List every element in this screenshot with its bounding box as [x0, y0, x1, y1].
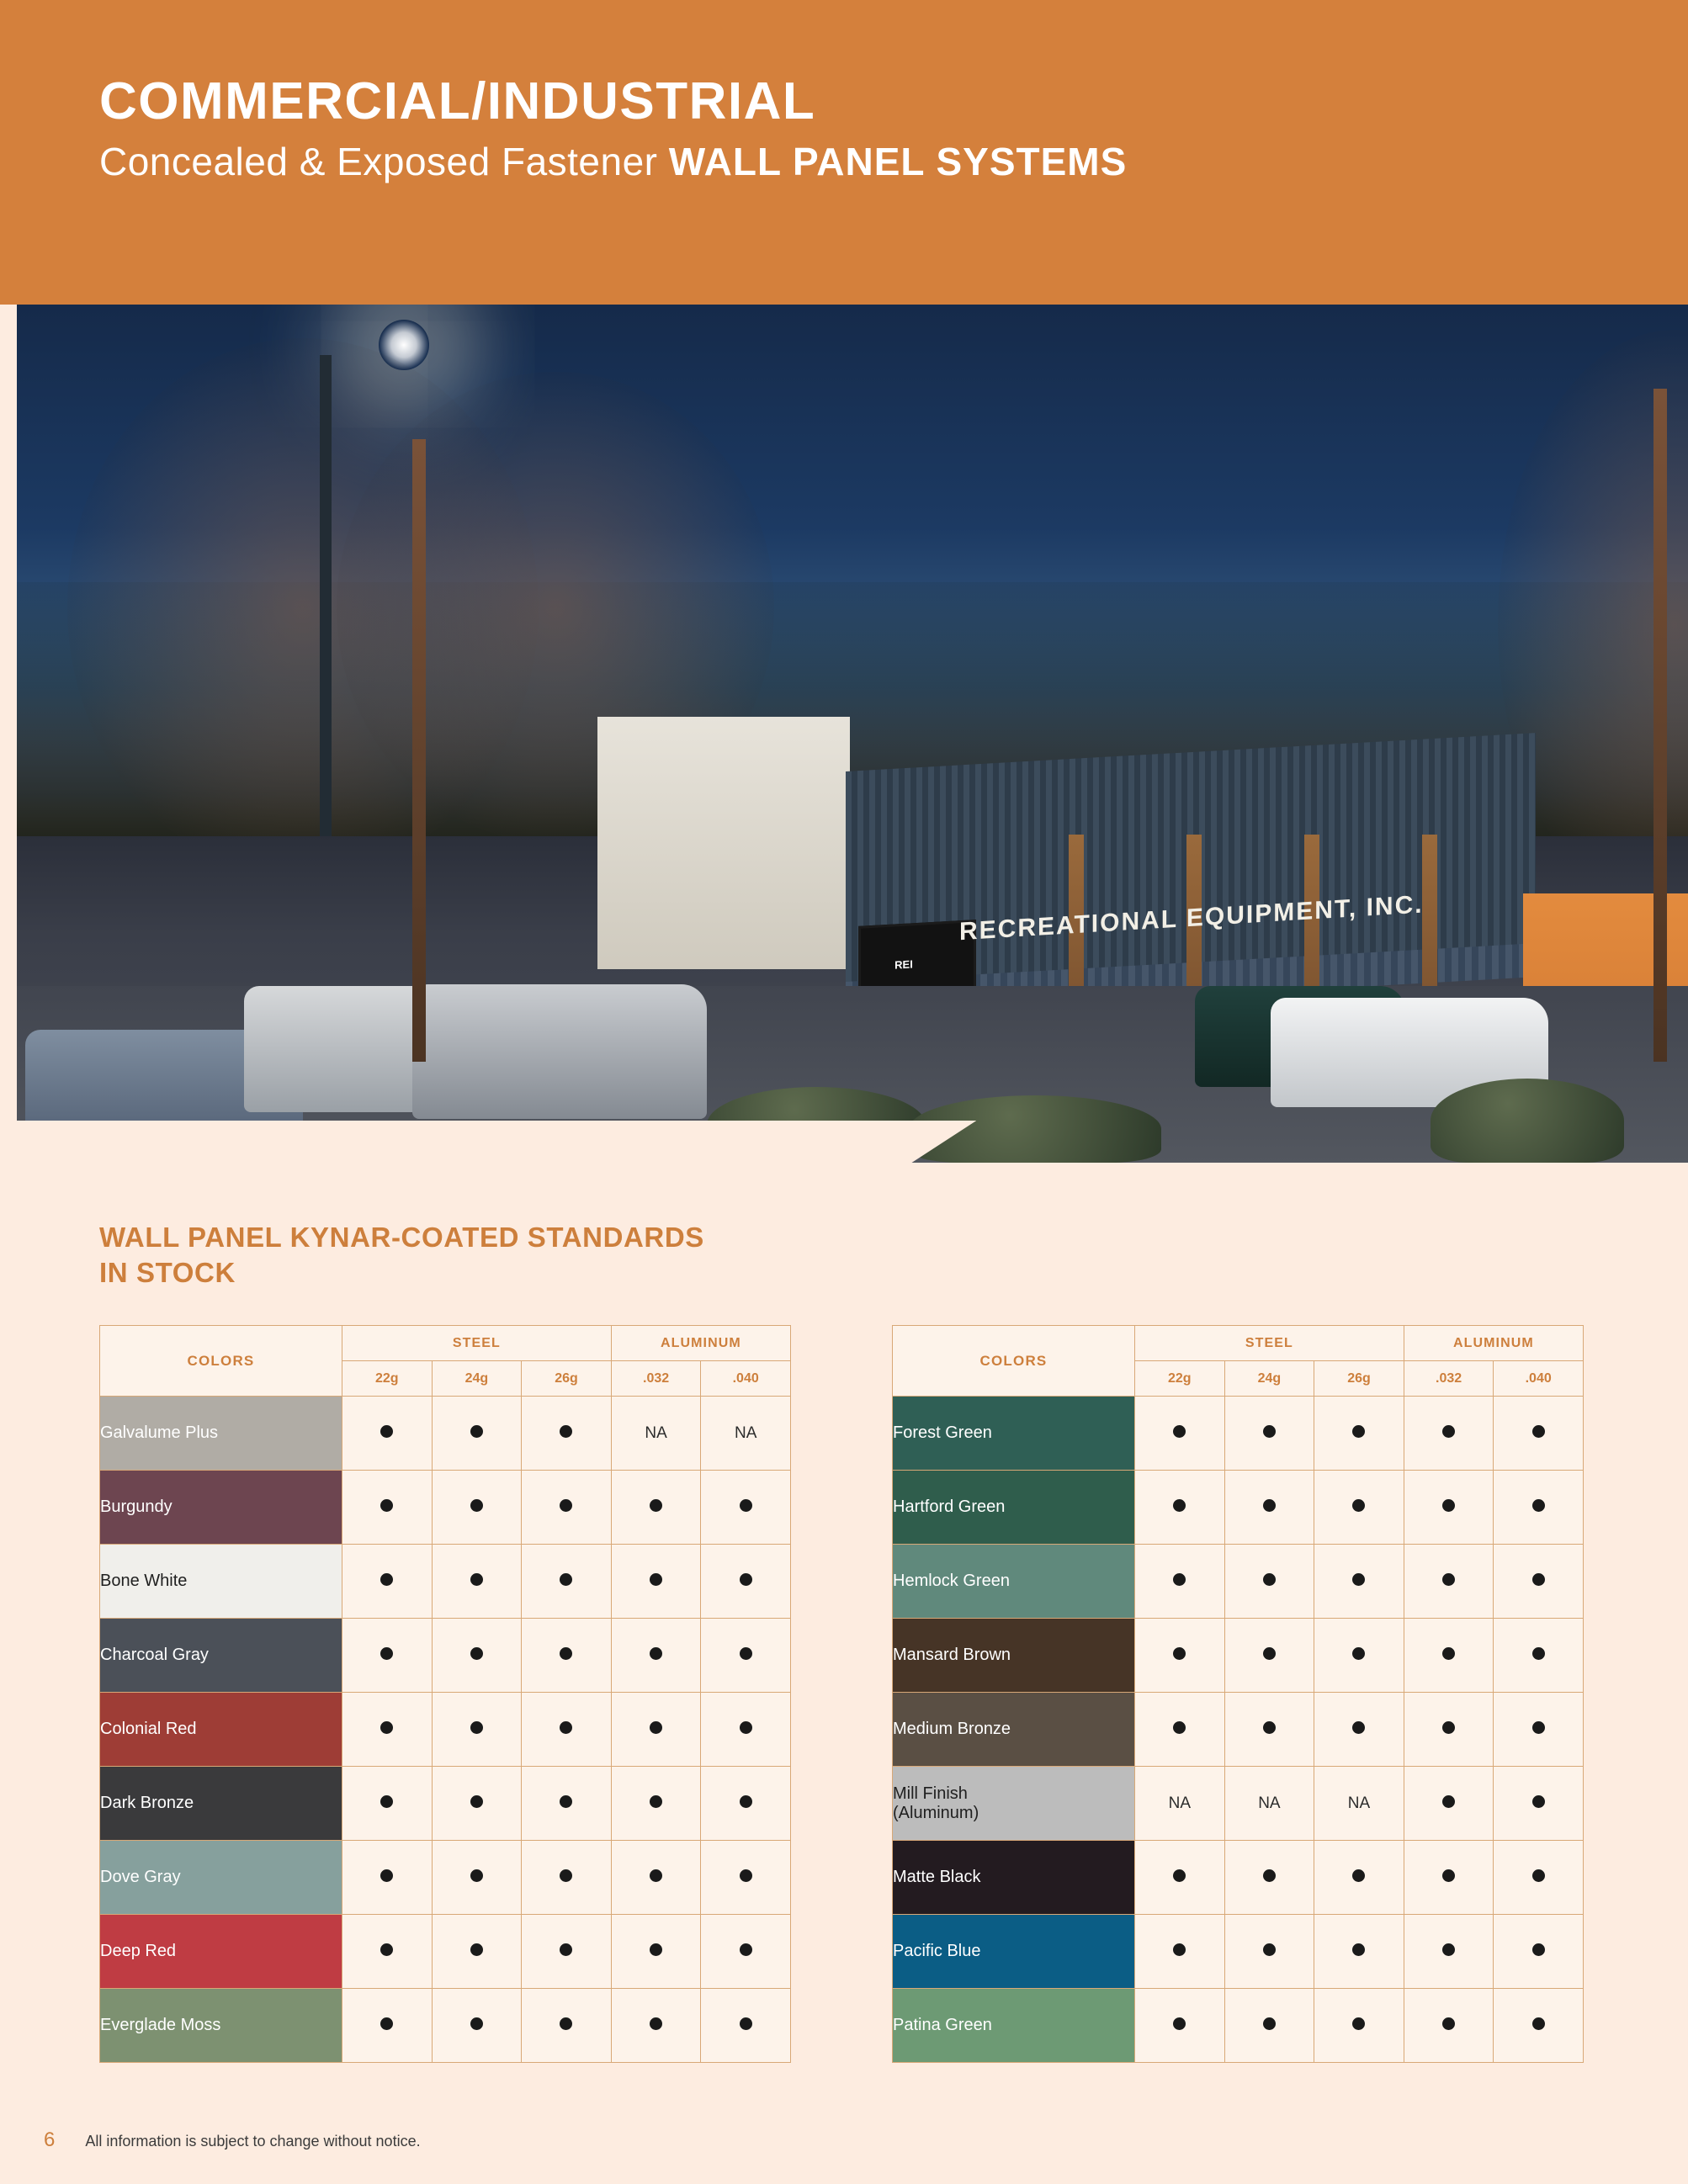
- availability-dot: [522, 1471, 612, 1545]
- dot-icon: [560, 1499, 572, 1512]
- dot-icon: [740, 1795, 752, 1808]
- tree-trunk: [412, 439, 426, 1062]
- availability-dot: [522, 1841, 612, 1915]
- dot-icon: [470, 1869, 483, 1882]
- dot-icon: [1532, 1647, 1545, 1660]
- dot-icon: [470, 1721, 483, 1734]
- table-head: [893, 1326, 1584, 1397]
- dot-icon: [560, 1721, 572, 1734]
- color-tables: [99, 1325, 1584, 2063]
- color-table-right: [892, 1325, 1584, 2063]
- availability-dot: [1135, 1915, 1225, 1989]
- shrub: [1431, 1079, 1624, 1163]
- dot-icon: [470, 2017, 483, 2030]
- dot-icon: [1532, 1943, 1545, 1956]
- availability-dot: [701, 1545, 791, 1619]
- color-name: Deep Red: [100, 1942, 177, 1960]
- dot-icon: [560, 1425, 572, 1438]
- dot-icon: [1532, 1499, 1545, 1512]
- dot-icon: [560, 1795, 572, 1808]
- availability-dot: [1314, 1841, 1404, 1915]
- color-name: Charcoal Gray: [100, 1646, 209, 1664]
- dot-icon: [1173, 1943, 1186, 1956]
- table-head: [100, 1326, 791, 1397]
- availability-dot: [1224, 1471, 1314, 1545]
- availability-dot: [1224, 1619, 1314, 1693]
- table-row: [100, 1619, 791, 1693]
- header-gauge-26g: 26g: [1314, 1361, 1404, 1397]
- availability-dot: [1135, 1397, 1225, 1471]
- color-swatch-cell: [893, 1989, 1135, 2063]
- color-swatch-cell: [893, 1545, 1135, 1619]
- building-white-wall: [597, 717, 850, 969]
- availability-dot: [432, 1767, 522, 1841]
- availability-dot: [1404, 1989, 1494, 2063]
- dot-icon: [380, 1869, 393, 1882]
- section-title-line1: WALL PANEL KYNAR-COATED STANDARDS: [99, 1222, 704, 1253]
- dot-icon: [650, 1721, 662, 1734]
- dot-icon: [1352, 1943, 1365, 1956]
- availability-dot: [1494, 1619, 1584, 1693]
- dot-icon: [1442, 1425, 1455, 1438]
- color-name: Dove Gray: [100, 1868, 181, 1886]
- dot-icon: [1173, 1721, 1186, 1734]
- availability-dot: [432, 1397, 522, 1471]
- dot-icon: [380, 1573, 393, 1586]
- section-title: [99, 1220, 704, 1291]
- dot-icon: [1352, 1425, 1365, 1438]
- availability-dot: [701, 1915, 791, 1989]
- table-row: [893, 1471, 1584, 1545]
- dot-icon: [740, 1869, 752, 1882]
- header-group-steel: STEEL: [1135, 1326, 1404, 1361]
- availability-dot: [1404, 1471, 1494, 1545]
- availability-dot: [611, 1693, 701, 1767]
- dot-icon: [1263, 1425, 1276, 1438]
- header-colors: COLORS: [893, 1326, 1135, 1397]
- dot-icon: [1263, 2017, 1276, 2030]
- color-swatch-cell: [100, 1915, 342, 1989]
- availability-dot: [342, 1989, 433, 2063]
- dot-icon: [650, 1499, 662, 1512]
- dot-icon: [1352, 1721, 1365, 1734]
- availability-dot: [611, 1619, 701, 1693]
- dot-icon: [380, 1425, 393, 1438]
- dot-icon: [1352, 1573, 1365, 1586]
- availability-dot: [342, 1915, 433, 1989]
- availability-dot: [1404, 1619, 1494, 1693]
- dot-icon: [650, 1795, 662, 1808]
- availability-dot: [1224, 1841, 1314, 1915]
- table-header-row-groups: [100, 1326, 791, 1361]
- subtitle-bold: WALL PANEL SYSTEMS: [668, 140, 1128, 184]
- dot-icon: [740, 1647, 752, 1660]
- header-text-block: [99, 74, 1638, 184]
- dot-icon: [1263, 1573, 1276, 1586]
- dot-icon: [740, 2017, 752, 2030]
- color-name: Colonial Red: [100, 1720, 197, 1738]
- table-body-right: [893, 1397, 1584, 2063]
- color-name: Mill Finish (Aluminum): [893, 1784, 979, 1822]
- availability-dot: [701, 1693, 791, 1767]
- availability-dot: [342, 1841, 433, 1915]
- dot-icon: [1442, 1795, 1455, 1808]
- dot-icon: [1532, 1795, 1545, 1808]
- dot-icon: [470, 1573, 483, 1586]
- color-name: Everglade Moss: [100, 2016, 221, 2034]
- color-swatch-cell: [100, 1471, 342, 1545]
- availability-dot: [701, 1989, 791, 2063]
- availability-dot: [1404, 1545, 1494, 1619]
- color-swatch-cell: [893, 1397, 1135, 1471]
- availability-dot: [1224, 1915, 1314, 1989]
- dot-icon: [1442, 1943, 1455, 1956]
- dot-icon: [1532, 2017, 1545, 2030]
- color-name: Hartford Green: [893, 1498, 1006, 1516]
- dot-icon: [560, 1647, 572, 1660]
- availability-dot: [1135, 1619, 1225, 1693]
- availability-dot: [432, 1619, 522, 1693]
- dot-icon: [560, 1573, 572, 1586]
- table-row: [100, 1767, 791, 1841]
- table-row: [100, 1915, 791, 1989]
- table-row: [100, 1397, 791, 1471]
- availability-dot: [342, 1693, 433, 1767]
- dot-icon: [1173, 1647, 1186, 1660]
- dot-icon: [470, 1795, 483, 1808]
- color-swatch-cell: [100, 1841, 342, 1915]
- dot-icon: [650, 1647, 662, 1660]
- dot-icon: [560, 2017, 572, 2030]
- header-colors: COLORS: [100, 1326, 342, 1397]
- dot-icon: [650, 1943, 662, 1956]
- color-swatch-cell: [893, 1915, 1135, 1989]
- availability-dot: [611, 1545, 701, 1619]
- table-row: [893, 1841, 1584, 1915]
- availability-dot: [701, 1841, 791, 1915]
- availability-dot: [522, 1693, 612, 1767]
- availability-dot: [1314, 1397, 1404, 1471]
- page-subtitle: [99, 139, 1638, 184]
- availability-dot: [522, 1767, 612, 1841]
- availability-dot: [432, 1989, 522, 2063]
- availability-dot: [1224, 1989, 1314, 2063]
- table-row: [893, 1915, 1584, 1989]
- availability-dot: [611, 1841, 701, 1915]
- dot-icon: [1173, 2017, 1186, 2030]
- availability-dot: [611, 1471, 701, 1545]
- table-row: [893, 1397, 1584, 1471]
- header-group-aluminum: ALUMINUM: [1404, 1326, 1583, 1361]
- dot-icon: [470, 1647, 483, 1660]
- dot-icon: [1263, 1499, 1276, 1512]
- color-swatch-cell: [100, 1767, 342, 1841]
- color-name: Forest Green: [893, 1423, 992, 1442]
- table-row: [893, 1767, 1584, 1841]
- store-sign-text: RECREATIONAL EQUIPMENT, INC.: [959, 890, 1424, 946]
- color-swatch-cell: [893, 1619, 1135, 1693]
- availability-dot: [522, 1619, 612, 1693]
- availability-dot: [1494, 1397, 1584, 1471]
- color-swatch-cell: [100, 1619, 342, 1693]
- availability-dot: [522, 1545, 612, 1619]
- color-swatch-cell: [100, 1397, 342, 1471]
- availability-dot: [1404, 1841, 1494, 1915]
- table-body-left: [100, 1397, 791, 2063]
- availability-dot: [611, 1989, 701, 2063]
- availability-dot: [1314, 1471, 1404, 1545]
- color-name: Matte Black: [893, 1868, 981, 1886]
- color-swatch-cell: [893, 1841, 1135, 1915]
- dot-icon: [1173, 1869, 1186, 1882]
- dot-icon: [380, 1647, 393, 1660]
- availability-dot: [1404, 1767, 1494, 1841]
- availability-dot: [1494, 1989, 1584, 2063]
- dot-icon: [1442, 1869, 1455, 1882]
- color-swatch-cell: [893, 1693, 1135, 1767]
- hero-notch: [17, 1121, 909, 1164]
- tree-trunk: [1653, 389, 1667, 1062]
- dot-icon: [740, 1721, 752, 1734]
- parked-car: [412, 984, 707, 1119]
- dot-icon: [1532, 1425, 1545, 1438]
- availability-dot: [432, 1841, 522, 1915]
- availability-dot: [522, 1397, 612, 1471]
- availability-dot: [1494, 1545, 1584, 1619]
- color-name: Bone White: [100, 1572, 188, 1590]
- availability-dot: [432, 1471, 522, 1545]
- availability-dot: [432, 1915, 522, 1989]
- dot-icon: [1352, 1499, 1365, 1512]
- table-header-row-groups: [893, 1326, 1584, 1361]
- color-name: Dark Bronze: [100, 1794, 194, 1812]
- availability-dot: [1314, 1619, 1404, 1693]
- color-swatch-cell: [893, 1767, 1135, 1841]
- dot-icon: [380, 1943, 393, 1956]
- table-row: [893, 1989, 1584, 2063]
- dot-icon: [740, 1499, 752, 1512]
- availability-dot: [701, 1471, 791, 1545]
- availability-dot: [1494, 1693, 1584, 1767]
- header-group-aluminum: ALUMINUM: [611, 1326, 790, 1361]
- header-gauge-24g: 24g: [432, 1361, 522, 1397]
- availability-dot: [1314, 1693, 1404, 1767]
- hero-photo: [17, 305, 1688, 1163]
- availability-dot: [342, 1545, 433, 1619]
- color-name: Hemlock Green: [893, 1572, 1010, 1590]
- availability-dot: [1135, 1841, 1225, 1915]
- dot-icon: [560, 1869, 572, 1882]
- availability-dot: [1135, 1471, 1225, 1545]
- availability-dot: [342, 1619, 433, 1693]
- dot-icon: [1532, 1869, 1545, 1882]
- color-table-left: [99, 1325, 791, 2063]
- color-name: Patina Green: [893, 2016, 992, 2034]
- availability-dot: [432, 1693, 522, 1767]
- table-row: [893, 1619, 1584, 1693]
- footer-disclaimer: All information is subject to change without notice.: [85, 2133, 421, 2150]
- availability-dot: [1494, 1471, 1584, 1545]
- availability-na: NA: [701, 1397, 791, 1471]
- header-gauge-040: .040: [1494, 1361, 1584, 1397]
- dot-icon: [1442, 2017, 1455, 2030]
- dot-icon: [470, 1425, 483, 1438]
- dot-icon: [650, 1573, 662, 1586]
- table-row: [100, 1693, 791, 1767]
- availability-dot: [701, 1767, 791, 1841]
- table-row: [893, 1693, 1584, 1767]
- dot-icon: [1352, 1647, 1365, 1660]
- availability-dot: [1224, 1545, 1314, 1619]
- table-row: [893, 1545, 1584, 1619]
- availability-dot: [1224, 1693, 1314, 1767]
- availability-dot: [1314, 1545, 1404, 1619]
- color-name: Galvalume Plus: [100, 1423, 219, 1442]
- dot-icon: [470, 1499, 483, 1512]
- dot-icon: [1263, 1647, 1276, 1660]
- page-title: COMMERCIAL/INDUSTRIAL: [99, 72, 816, 130]
- availability-na: NA: [611, 1397, 701, 1471]
- table-row: [100, 1989, 791, 2063]
- dot-icon: [1442, 1647, 1455, 1660]
- section-title-line2: IN STOCK: [99, 1257, 236, 1289]
- availability-dot: [1404, 1397, 1494, 1471]
- availability-na: NA: [1224, 1767, 1314, 1841]
- availability-dot: [342, 1471, 433, 1545]
- dot-icon: [1173, 1499, 1186, 1512]
- dot-icon: [1352, 2017, 1365, 2030]
- dot-icon: [650, 2017, 662, 2030]
- availability-dot: [1224, 1397, 1314, 1471]
- dot-icon: [1263, 1721, 1276, 1734]
- dot-icon: [380, 1499, 393, 1512]
- dot-icon: [1173, 1573, 1186, 1586]
- dot-icon: [1263, 1869, 1276, 1882]
- table-row: [100, 1471, 791, 1545]
- dot-icon: [1442, 1721, 1455, 1734]
- color-name: Medium Bronze: [893, 1720, 1011, 1738]
- dot-icon: [1173, 1425, 1186, 1438]
- color-swatch-cell: [100, 1693, 342, 1767]
- header-gauge-26g: 26g: [522, 1361, 612, 1397]
- availability-dot: [432, 1545, 522, 1619]
- dot-icon: [380, 2017, 393, 2030]
- hero-notch-diagonal: [909, 1121, 976, 1164]
- availability-dot: [1404, 1915, 1494, 1989]
- availability-na: NA: [1314, 1767, 1404, 1841]
- header-gauge-032: .032: [611, 1361, 701, 1397]
- header-gauge-032: .032: [1404, 1361, 1494, 1397]
- page-number: 6: [44, 2128, 56, 2151]
- availability-dot: [1135, 1989, 1225, 2063]
- dot-icon: [380, 1721, 393, 1734]
- color-swatch-cell: [100, 1989, 342, 2063]
- page-header: [0, 0, 1688, 305]
- availability-dot: [1135, 1545, 1225, 1619]
- availability-dot: [1494, 1841, 1584, 1915]
- table-row: [100, 1545, 791, 1619]
- light-pole: [320, 355, 332, 877]
- dot-icon: [380, 1795, 393, 1808]
- color-swatch-cell: [893, 1471, 1135, 1545]
- availability-dot: [342, 1397, 433, 1471]
- color-swatch-cell: [100, 1545, 342, 1619]
- color-name: Pacific Blue: [893, 1942, 981, 1960]
- header-gauge-040: .040: [701, 1361, 791, 1397]
- dot-icon: [1532, 1573, 1545, 1586]
- header-gauge-22g: 22g: [1135, 1361, 1225, 1397]
- availability-dot: [611, 1915, 701, 1989]
- color-name: Burgundy: [100, 1498, 173, 1516]
- dot-icon: [560, 1943, 572, 1956]
- availability-dot: [611, 1767, 701, 1841]
- availability-dot: [1404, 1693, 1494, 1767]
- header-gauge-22g: 22g: [342, 1361, 433, 1397]
- dot-icon: [470, 1943, 483, 1956]
- page-footer: [44, 2128, 421, 2152]
- dot-icon: [740, 1943, 752, 1956]
- color-name: Mansard Brown: [893, 1646, 1011, 1664]
- dot-icon: [1532, 1721, 1545, 1734]
- dot-icon: [1442, 1499, 1455, 1512]
- table-row: [100, 1841, 791, 1915]
- dot-icon: [1352, 1869, 1365, 1882]
- header-gauge-24g: 24g: [1224, 1361, 1314, 1397]
- dot-icon: [740, 1573, 752, 1586]
- dot-icon: [1263, 1943, 1276, 1956]
- availability-dot: [522, 1989, 612, 2063]
- availability-dot: [701, 1619, 791, 1693]
- dot-icon: [1442, 1573, 1455, 1586]
- rei-logo: REI: [894, 957, 913, 972]
- availability-na: NA: [1135, 1767, 1225, 1841]
- availability-dot: [342, 1767, 433, 1841]
- availability-dot: [1494, 1767, 1584, 1841]
- dot-icon: [650, 1869, 662, 1882]
- availability-dot: [1314, 1915, 1404, 1989]
- header-group-steel: STEEL: [342, 1326, 612, 1361]
- availability-dot: [1494, 1915, 1584, 1989]
- availability-dot: [1135, 1693, 1225, 1767]
- availability-dot: [522, 1915, 612, 1989]
- availability-dot: [1314, 1989, 1404, 2063]
- subtitle-light: Concealed & Exposed Fastener: [99, 140, 669, 184]
